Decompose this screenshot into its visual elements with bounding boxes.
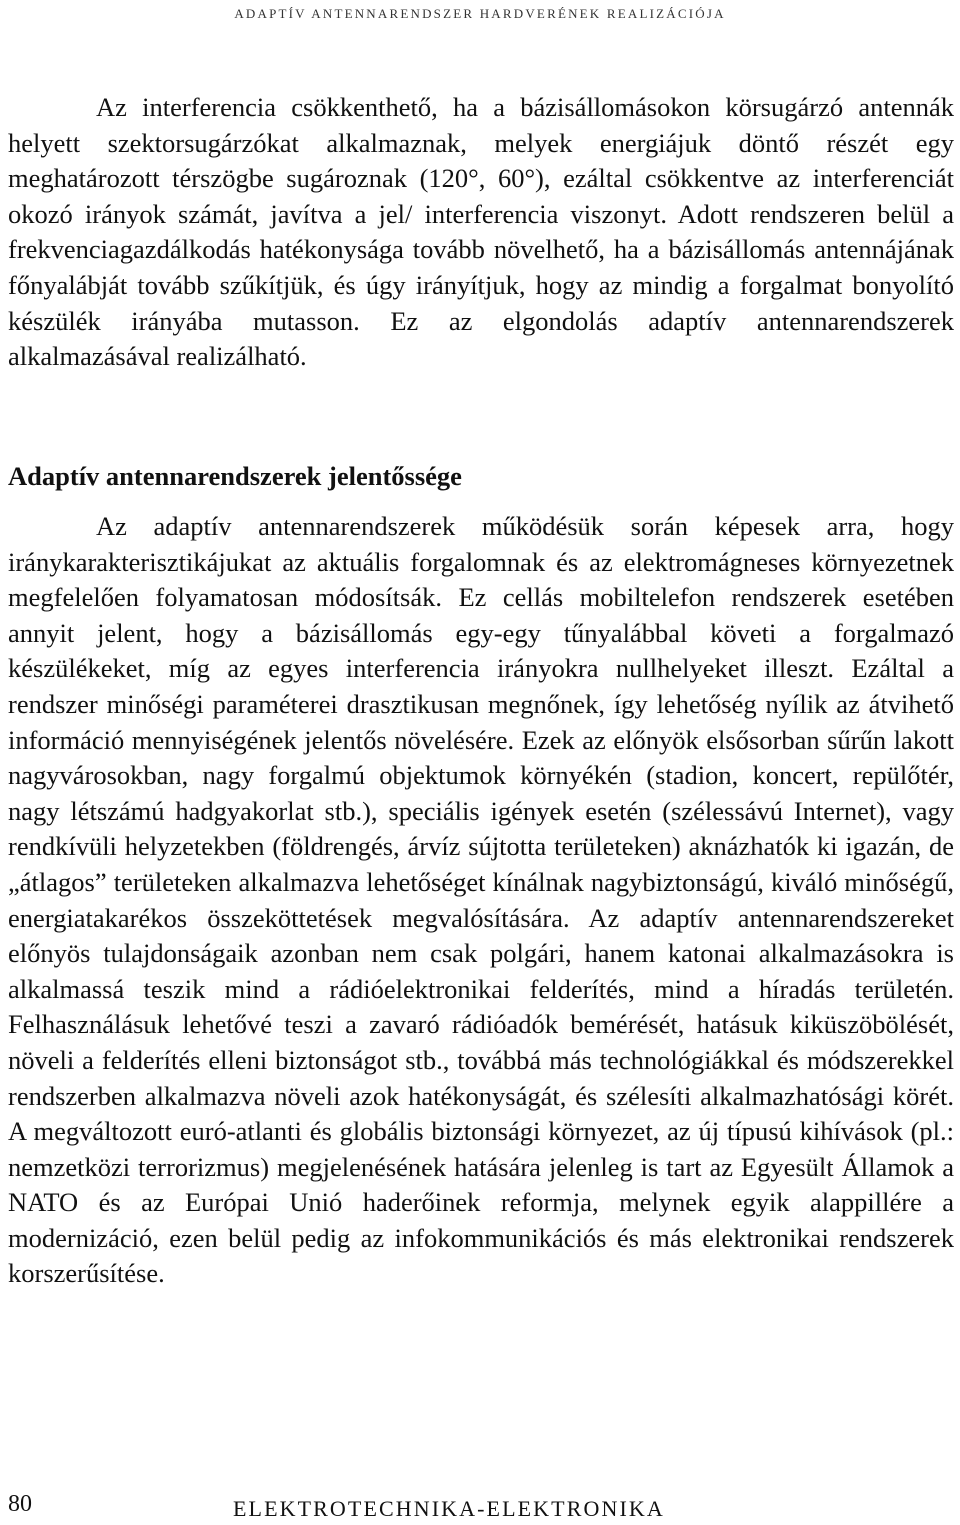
running-header: ADAPTÍV ANTENNARENDSZER HARDVERÉNEK REALIZÁCIÓJA xyxy=(234,6,726,21)
body-paragraph-1: Az interferencia csökkenthető, ha a bázisállomásokon körsugárzó antennák helyett szektorsugárzókat alkalmaznak, melyek energiájuk döntő részét egy meghatározott térszögbe sugároznak (120°, 60°), ezáltal csökkentve az interferenciát okozó irányok számát, javítva a jel/ interferencia viszonyt. Adott rendszeren belül a frekvenciagazdálkodás hatékonysága tovább növelhető, ha a bázisállomás antennájának főnyalábját tovább szűkítjük, és úgy irányítjuk, hogy az mindig a forgalmat bonyolító készülék irányába mutasson. Ez az elgondolás adaptív antennarendszerek alkalmazásával realizálható. xyxy=(8,92,954,372)
section-heading: Adaptív antennarendszerek jelentőssége xyxy=(8,461,462,491)
page-number: 80 xyxy=(8,1491,32,1517)
body-paragraph-2: Az adaptív antennarendszerek működésük során képesek arra, hogy iránykarakterisztikájukat az aktuális forgalomnak és az elektromágneses környezetnek megfelelően folyamatosan módosítsák. Ez cellás mobiltelefon rendszerek esetében annyit jelent, hogy a bázisállomás egy-egy tűnyalábbal követi a forgalmazó készülékeket, míg az egyes interferencia irányokra nullhelyeket illeszt. Ezáltal a rendszer minőségi paraméterei drasztikusan megnőnek, így lehetőség nyílik az átvihető információ mennyiségének jelentős növelésére. Ezek az előnyök elsősorban sűrűn lakott nagyvárosokban, nagy forgalmú objektumok környékén (stadion, koncert, repülőtér, nagy létszámú hadgyakorlat stb.), speciális igények esetén (szélessávú Internet), vagy rendkívüli helyzetekben (földrengés, árvíz sújtotta területeken) aknázhatók ki igazán, de „átlagos” területeken alkalmazva lehetőséget kínálnak nagybiztonságú, kiváló minőségű, energiatakarékos összeköttetések megvalósítására. Az adaptív antennarendszereket előnyös tulajdonságaik azonban nem csak polgári, hanem katonai alkalmazásokra is alkalmassá teszik mind a rádióelektronikai felderítés, mind a híradás területén. Felhasználásuk lehetővé teszi a zavaró rádióadók bemérését, hatásuk kiküszöbölését, növeli a felderítés elleni biztonságot stb., továbbá más technológiákkal és módszerekkel rendszerben alkalmazva növeli azok hatékonyságát, és szélesíti alkalmazhatósági körét. A megváltozott euró-atlanti és globális biztonsági környezet, az új típusú kihívások (pl.: nemzetközi terrorizmus) megjelenésének hatására jelenleg is tart az Egyesült Államok a NATO és az Európai Unió haderőinek reformja, melynek egyik alappillére a modernizáció, ezen belül pedig az infokommunikációs és más elektronikai rendszerek korszerűsítése. xyxy=(8,511,954,1289)
running-footer: ELEKTROTECHNIKA-ELEKTRONIKA xyxy=(233,1496,665,1521)
